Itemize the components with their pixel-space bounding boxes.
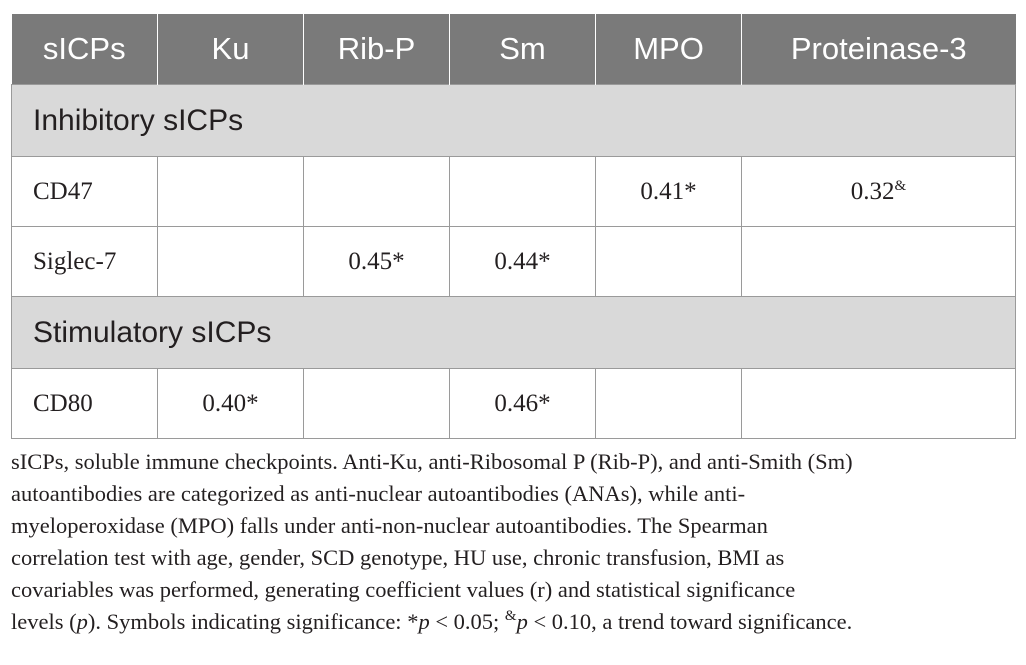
header-rib-p: Rib-P bbox=[304, 14, 450, 85]
header-proteinase-3: Proteinase-3 bbox=[742, 14, 1016, 85]
header-sm: Sm bbox=[450, 14, 596, 85]
significance-mark: * bbox=[538, 247, 551, 275]
cell-value: 0.32 bbox=[850, 177, 895, 205]
table-cell bbox=[450, 157, 596, 227]
significance-mark: * bbox=[684, 177, 697, 205]
table-cell bbox=[304, 157, 450, 227]
row-label: CD80 bbox=[12, 369, 158, 439]
footnote-line: myeloperoxidase (MPO) falls under anti-non-nuclear autoantibodies. The Spearman bbox=[11, 513, 768, 538]
table-cell bbox=[450, 227, 596, 297]
cell-value: 0.40 bbox=[202, 389, 247, 417]
significance-mark: * bbox=[392, 247, 405, 275]
significance-mark: * bbox=[538, 389, 551, 417]
footnote-line: levels (p). Symbols indicating significance: *p < 0.05; &p < 0.10, a trend toward significance. bbox=[11, 608, 853, 634]
table-footnote bbox=[11, 446, 1015, 638]
table-row bbox=[12, 157, 1016, 227]
footnote-line: covariables was performed, generating coefficient values (r) and statistical significance bbox=[11, 577, 796, 602]
table-cell bbox=[158, 227, 304, 297]
header-sicps: sICPs bbox=[12, 14, 158, 85]
significance-mark: * bbox=[246, 389, 259, 417]
section-row-stimulatory bbox=[12, 297, 1016, 369]
row-label: CD47 bbox=[12, 157, 158, 227]
footnote-line: correlation test with age, gender, SCD genotype, HU use, chronic transfusion, BMI as bbox=[11, 545, 785, 570]
cell-value: 0.41 bbox=[640, 177, 685, 205]
section-row-inhibitory bbox=[12, 85, 1016, 157]
header-mpo: MPO bbox=[596, 14, 742, 85]
correlation-table bbox=[11, 14, 1016, 439]
table-cell bbox=[450, 369, 596, 439]
footnote-line: sICPs, soluble immune checkpoints. Anti-Ku, anti-Ribosomal P (Rib-P), and anti-Smith (Sm) bbox=[11, 449, 853, 474]
table-cell bbox=[304, 369, 450, 439]
footnote-line: autoantibodies are categorized as anti-nuclear autoantibodies (ANAs), while anti- bbox=[11, 481, 746, 506]
table-cell bbox=[596, 369, 742, 439]
table-row bbox=[12, 227, 1016, 297]
table-cell bbox=[596, 227, 742, 297]
table-row bbox=[12, 369, 1016, 439]
trend-mark: & bbox=[894, 177, 907, 194]
row-label: Siglec-7 bbox=[12, 227, 158, 297]
table-cell bbox=[596, 157, 742, 227]
table-cell bbox=[742, 369, 1016, 439]
header-ku: Ku bbox=[158, 14, 304, 85]
header-row bbox=[12, 14, 1016, 85]
cell-value: 0.45 bbox=[348, 247, 393, 275]
section-title: Stimulatory sICPs bbox=[12, 297, 1016, 369]
section-title: Inhibitory sICPs bbox=[12, 85, 1016, 157]
table-cell bbox=[158, 157, 304, 227]
table-cell bbox=[304, 227, 450, 297]
cell-value: 0.44 bbox=[494, 247, 539, 275]
table-cell bbox=[742, 227, 1016, 297]
table-cell bbox=[158, 369, 304, 439]
table-cell bbox=[742, 157, 1016, 227]
table-container bbox=[11, 14, 1015, 439]
cell-value: 0.46 bbox=[494, 389, 539, 417]
